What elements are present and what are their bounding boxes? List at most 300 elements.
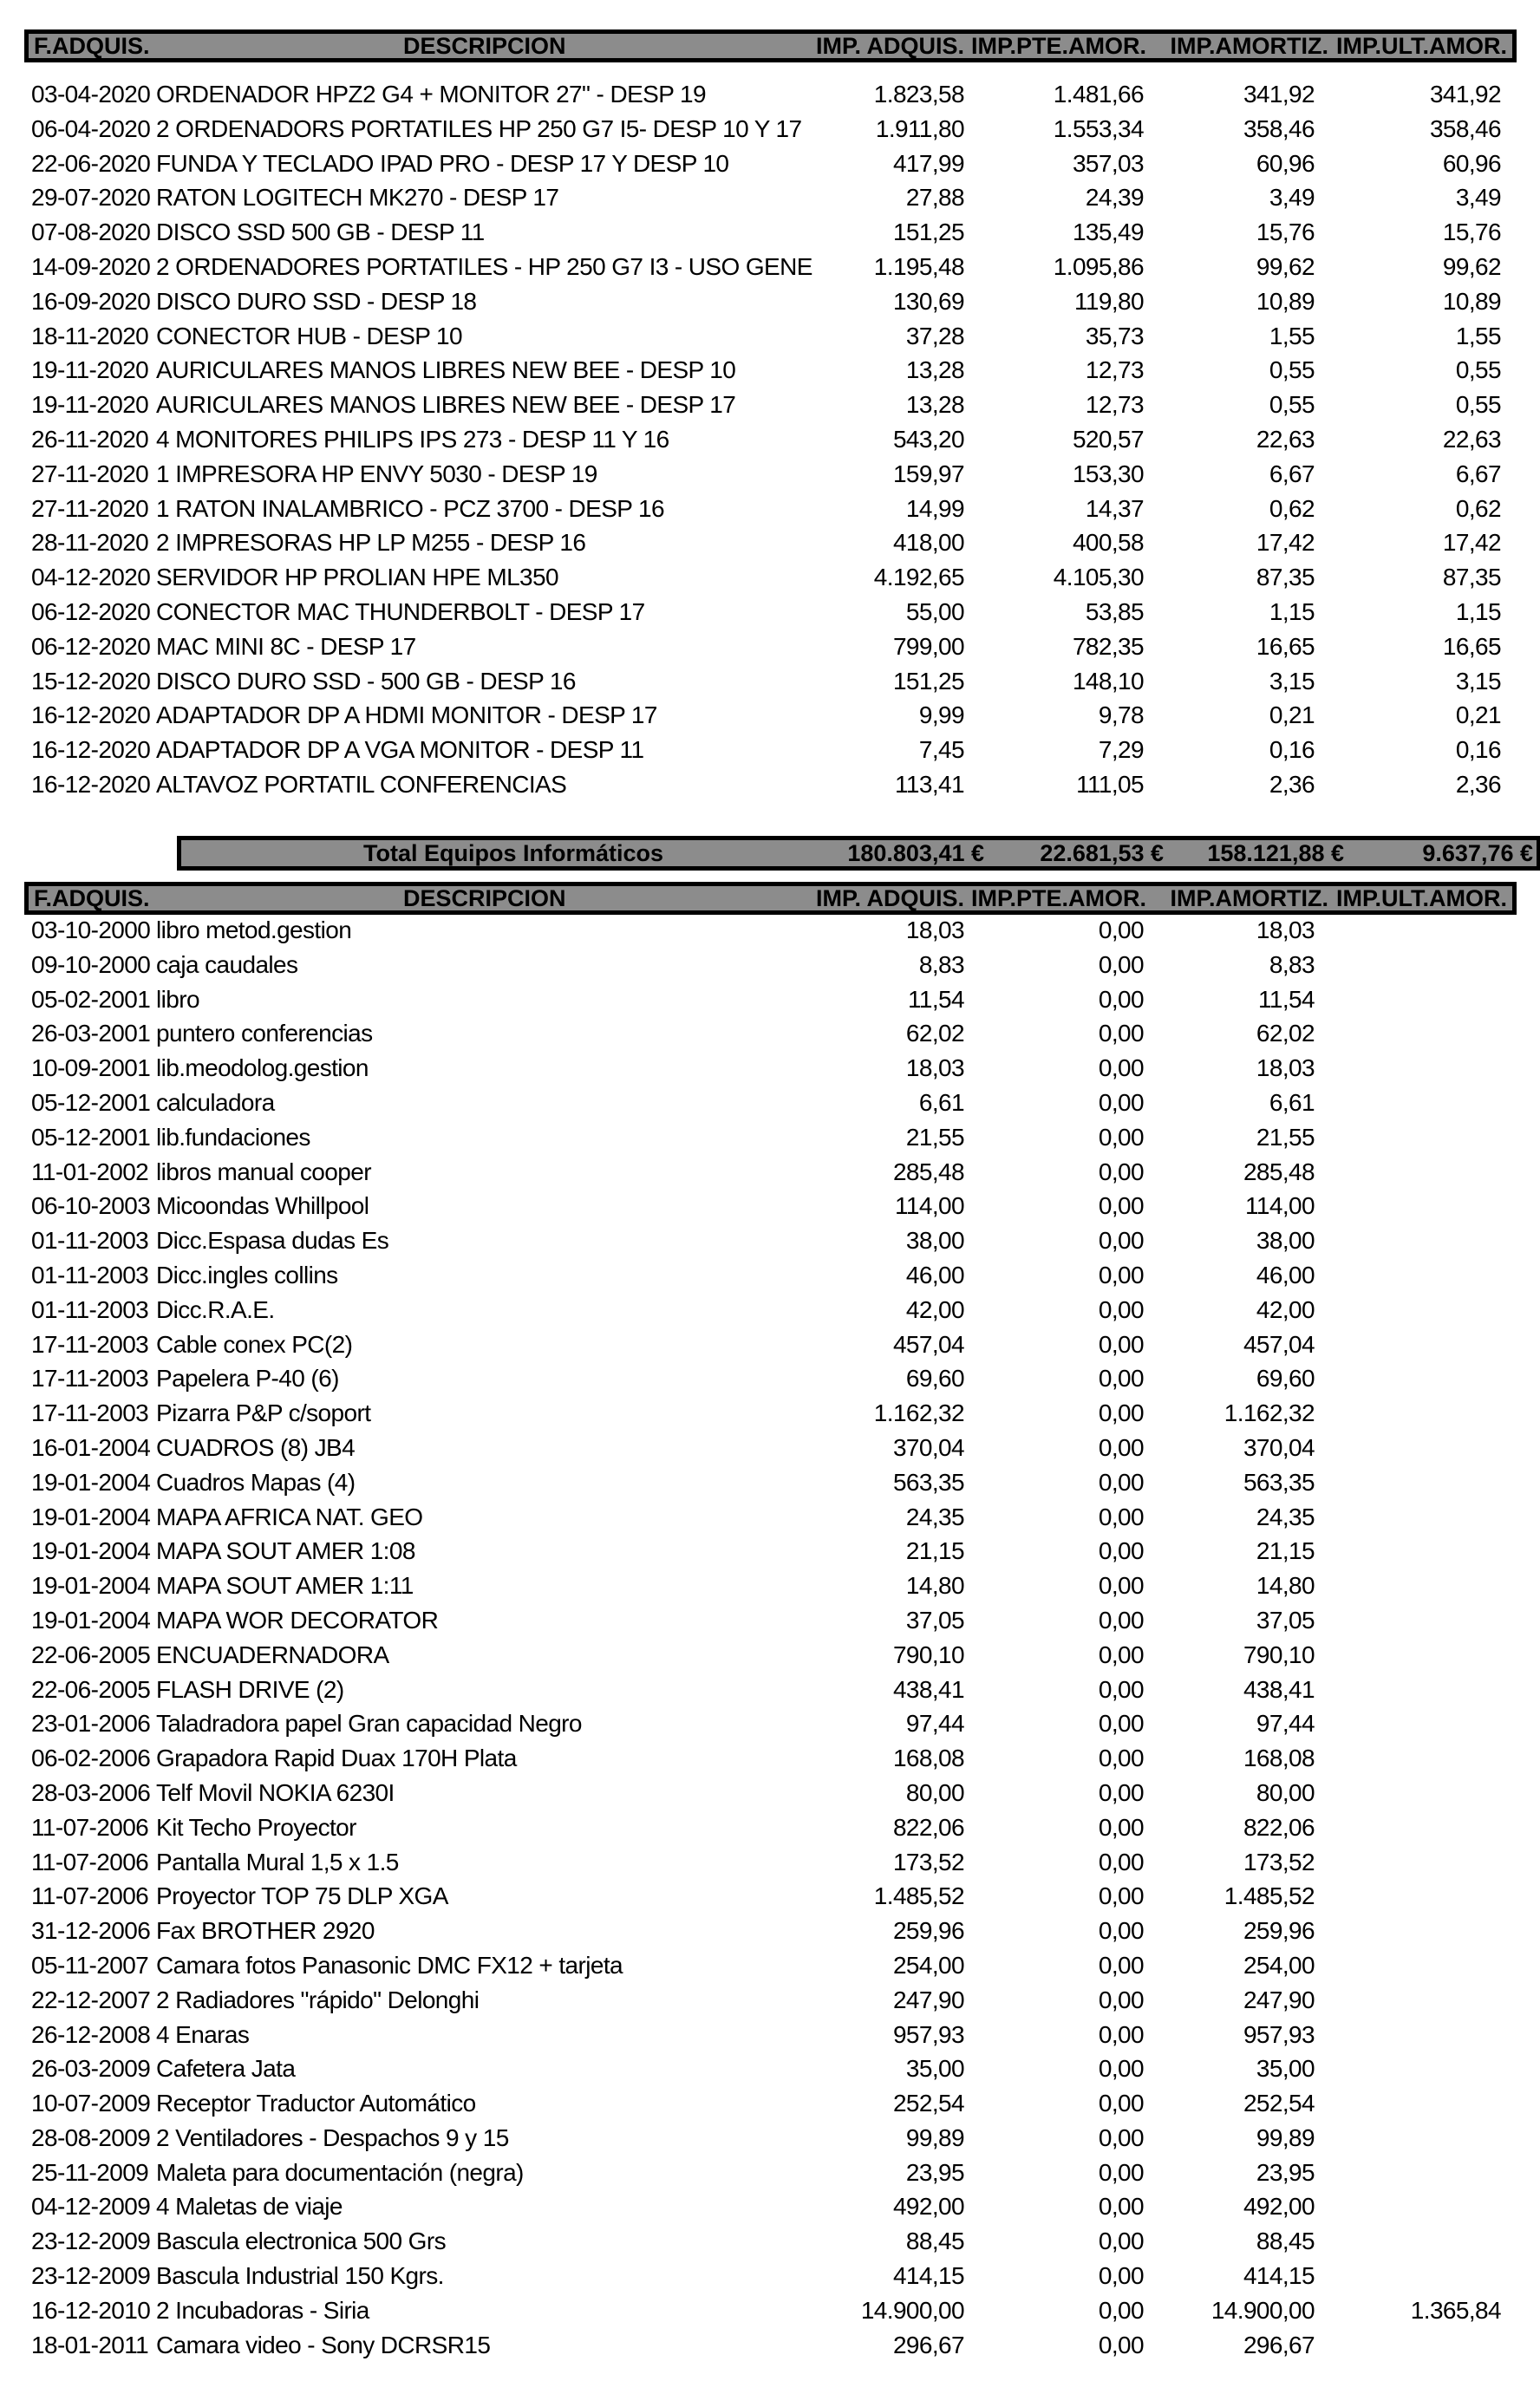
table-row (24, 1706, 1517, 1741)
table-row (24, 1431, 1517, 1465)
cell-imp-amortiz: 0,21 (1269, 701, 1315, 729)
cell-imp-pte-amor: 111,05 (1076, 770, 1144, 798)
table-row (24, 1603, 1517, 1638)
cell-imp-pte-amor: 153,30 (1072, 460, 1144, 487)
cell-imp-amortiz: 296,67 (1243, 2331, 1315, 2358)
table-row (24, 1258, 1517, 1293)
cell-imp-pte-amor: 0,00 (1098, 2090, 1144, 2117)
cell-imp-adquis: 159,97 (892, 460, 964, 487)
cell-imp-adquis: 370,04 (892, 1433, 964, 1461)
cell-description: caja caudales (156, 950, 298, 978)
table-row (24, 913, 1517, 948)
cell-imp-ult-amor: 10,89 (1442, 287, 1501, 315)
cell-imp-pte-amor: 0,00 (1098, 2123, 1144, 2151)
table-row (24, 1223, 1517, 1258)
table-row (24, 1879, 1517, 1914)
cell-date: 15-12-2020 (31, 667, 151, 695)
cell-imp-adquis: 957,93 (892, 2020, 964, 2048)
cell-description: DISCO DURO SSD - DESP 18 (156, 287, 477, 315)
table-row (24, 1534, 1517, 1569)
cell-description: Taladradora papel Gran capacidad Negro (156, 1710, 582, 1738)
cell-description: lib.meodolog.gestion (156, 1054, 369, 1082)
table-row (24, 1500, 1517, 1535)
cell-date: 04-12-2009 (31, 2193, 151, 2221)
cell-date: 25-11-2009 (31, 2158, 149, 2186)
cell-date: 23-12-2009 (31, 2228, 151, 2255)
cell-imp-adquis: 23,95 (905, 2158, 964, 2186)
cell-description: FUNDA Y TECLADO IPAD PRO - DESP 17 Y DESP 10 (156, 149, 729, 177)
cell-imp-adquis: 97,44 (905, 1710, 964, 1738)
cell-date: 18-11-2020 (31, 322, 149, 349)
cell-description: SERVIDOR HP PROLIAN HPE ML350 (156, 564, 558, 591)
cell-description: ALTAVOZ PORTATIL CONFERENCIAS (156, 770, 567, 798)
cell-description: 1 RATON INALAMBRICO - PCZ 3700 - DESP 16 (156, 494, 664, 522)
cell-imp-amortiz: 563,35 (1243, 1468, 1315, 1496)
cell-description: libro metod.gestion (156, 916, 352, 943)
cell-date: 22-06-2005 (31, 1641, 151, 1668)
table-row (24, 2018, 1517, 2052)
cell-description: libros manual cooper (156, 1158, 371, 1185)
cell-imp-pte-amor: 0,00 (1098, 916, 1144, 943)
table-row (24, 2189, 1517, 2224)
cell-imp-adquis: 1.823,58 (873, 81, 964, 108)
cell-imp-pte-amor: 0,00 (1098, 1330, 1144, 1358)
cell-imp-ult-amor: 16,65 (1442, 632, 1501, 660)
table-row (24, 1465, 1517, 1500)
cell-imp-amortiz: 11,54 (1258, 985, 1315, 1013)
table-row (24, 1155, 1517, 1190)
cell-description: 2 ORDENADORES PORTATILES - HP 250 G7 I3 - USO GENE (156, 252, 812, 280)
table-row (24, 560, 1517, 595)
table-row (24, 733, 1517, 767)
cell-imp-amortiz: 2,36 (1269, 770, 1315, 798)
cell-imp-amortiz: 259,96 (1243, 1917, 1315, 1945)
cell-description: Proyector TOP 75 DLP XGA (156, 1882, 448, 1910)
header-date: F.ADQUIS. (34, 885, 150, 911)
cell-date: 19-01-2004 (31, 1606, 151, 1634)
cell-imp-adquis: 14,99 (905, 494, 964, 522)
cell-imp-amortiz: 10,89 (1256, 287, 1315, 315)
cell-description: 4 Enaras (156, 2020, 250, 2048)
cell-imp-amortiz: 438,41 (1243, 1675, 1315, 1703)
cell-imp-adquis: 80,00 (905, 1778, 964, 1806)
cell-imp-amortiz: 370,04 (1243, 1433, 1315, 1461)
cell-date: 01-11-2003 (31, 1295, 149, 1323)
cell-imp-amortiz: 1.485,52 (1224, 1882, 1315, 1910)
table-row (24, 698, 1517, 733)
cell-date: 16-01-2004 (31, 1433, 151, 1461)
cell-imp-amortiz: 492,00 (1243, 2193, 1315, 2221)
table-row (24, 2328, 1517, 2363)
cell-imp-pte-amor: 0,00 (1098, 1503, 1144, 1530)
cell-imp-pte-amor: 0,00 (1098, 2193, 1144, 2221)
cell-description: MAPA AFRICA NAT. GEO (156, 1503, 423, 1530)
cell-imp-pte-amor: 0,00 (1098, 1641, 1144, 1668)
cell-imp-ult-amor: 341,92 (1429, 81, 1501, 108)
cell-description: Cuadros Mapas (4) (156, 1468, 356, 1496)
total-label: Total Equipos Informáticos (363, 840, 664, 866)
cell-imp-amortiz: 62,02 (1256, 1020, 1315, 1047)
cell-imp-pte-amor: 0,00 (1098, 1813, 1144, 1841)
cell-date: 01-11-2003 (31, 1261, 149, 1288)
cell-date: 28-11-2020 (31, 529, 149, 557)
cell-description: Telf Movil NOKIA 6230I (156, 1778, 395, 1806)
cell-date: 01-11-2003 (31, 1227, 149, 1255)
cell-imp-adquis: 1.485,52 (873, 1882, 964, 1910)
cell-imp-amortiz: 69,60 (1256, 1365, 1315, 1393)
cell-imp-pte-amor: 0,00 (1098, 2158, 1144, 2186)
cell-imp-pte-amor: 0,00 (1098, 1123, 1144, 1151)
cell-description: 2 Incubadoras - Siria (156, 2296, 369, 2324)
cell-date: 16-09-2020 (31, 287, 151, 315)
cell-date: 05-02-2001 (31, 985, 151, 1013)
cell-date: 06-04-2020 (31, 114, 151, 142)
cell-date: 19-01-2004 (31, 1468, 151, 1496)
cell-description: 2 IMPRESORAS HP LP M255 - DESP 16 (156, 529, 586, 557)
cell-imp-amortiz: 822,06 (1243, 1813, 1315, 1841)
table-header (24, 29, 1517, 62)
cell-description: Fax BROTHER 2920 (156, 1917, 375, 1945)
cell-description: CONECTOR MAC THUNDERBOLT - DESP 17 (156, 597, 645, 625)
cell-date: 16-12-2020 (31, 701, 151, 729)
cell-imp-adquis: 543,20 (892, 425, 964, 453)
cell-date: 22-12-2007 (31, 1986, 151, 2013)
cell-imp-pte-amor: 12,73 (1085, 356, 1144, 384)
cell-date: 23-12-2009 (31, 2262, 151, 2290)
cell-description: Dicc.R.A.E. (156, 1295, 275, 1323)
table-row (24, 1327, 1517, 1362)
cell-imp-adquis: 9,99 (918, 701, 964, 729)
table-row (24, 629, 1517, 664)
cell-date: 10-09-2001 (31, 1054, 151, 1082)
cell-imp-ult-amor: 0,55 (1455, 356, 1501, 384)
cell-imp-amortiz: 88,45 (1256, 2228, 1315, 2255)
cell-date: 17-11-2003 (31, 1365, 149, 1393)
table-otro-inmovilizado (24, 882, 1517, 2358)
cell-description: MAPA SOUT AMER 1:11 (156, 1572, 414, 1600)
cell-imp-pte-amor: 35,73 (1085, 322, 1144, 349)
cell-imp-pte-amor: 0,00 (1098, 950, 1144, 978)
cell-description: DISCO DURO SSD - 500 GB - DESP 16 (156, 667, 576, 695)
table-row (24, 1673, 1517, 1707)
cell-description: Dicc.Espasa dudas Es (156, 1227, 389, 1255)
cell-imp-amortiz: 1.162,32 (1224, 1399, 1315, 1427)
cell-date: 05-12-2001 (31, 1123, 151, 1151)
cell-imp-pte-amor: 0,00 (1098, 1054, 1144, 1082)
cell-date: 03-10-2000 (31, 916, 151, 943)
table-row (24, 1914, 1517, 1948)
cell-imp-amortiz: 21,15 (1256, 1537, 1315, 1565)
cell-date: 10-07-2009 (31, 2090, 151, 2117)
cell-imp-adquis: 414,15 (892, 2262, 964, 2290)
table-body (24, 913, 1517, 2362)
table-row (24, 2051, 1517, 2086)
cell-imp-pte-amor: 1.553,34 (1053, 114, 1144, 142)
cell-imp-amortiz: 254,00 (1243, 1951, 1315, 1979)
table-row (24, 664, 1517, 699)
cell-date: 11-07-2006 (31, 1813, 149, 1841)
table-row (24, 1189, 1517, 1223)
header-description: DESCRIPCION (403, 885, 566, 911)
total-row (177, 836, 1540, 871)
cell-date: 22-06-2020 (31, 149, 151, 177)
cell-imp-ult-amor: 3,15 (1455, 667, 1501, 695)
cell-description: Micoondas Whillpool (156, 1192, 369, 1220)
cell-imp-ult-amor: 0,16 (1455, 736, 1501, 764)
table-row (24, 1293, 1517, 1327)
cell-imp-adquis: 8,83 (918, 950, 964, 978)
cell-description: libro (156, 985, 199, 1013)
cell-description: Cable conex PC(2) (156, 1330, 353, 1358)
cell-imp-pte-amor: 7,29 (1098, 736, 1144, 764)
cell-imp-ult-amor: 2,36 (1455, 770, 1501, 798)
cell-imp-adquis: 42,00 (905, 1295, 964, 1323)
cell-imp-adquis: 35,00 (905, 2055, 964, 2083)
cell-imp-adquis: 790,10 (892, 1641, 964, 1668)
cell-imp-pte-amor: 0,00 (1098, 1917, 1144, 1945)
cell-description: CUADROS (8) JB4 (156, 1433, 356, 1461)
cell-date: 16-12-2020 (31, 770, 151, 798)
table-row (24, 1948, 1517, 1983)
cell-description: 1 IMPRESORA HP ENVY 5030 - DESP 19 (156, 460, 597, 487)
cell-imp-pte-amor: 520,57 (1072, 425, 1144, 453)
cell-description: Bascula electronica 500 Grs (156, 2228, 446, 2255)
cell-imp-amortiz: 0,55 (1269, 391, 1315, 419)
cell-imp-pte-amor: 0,00 (1098, 1158, 1144, 1185)
cell-imp-pte-amor: 0,00 (1098, 985, 1144, 1013)
cell-description: Pizarra P&P c/soport (156, 1399, 371, 1427)
cell-description: CONECTOR HUB - DESP 10 (156, 322, 462, 349)
cell-imp-amortiz: 99,89 (1256, 2123, 1315, 2151)
cell-imp-ult-amor: 99,62 (1442, 252, 1501, 280)
cell-description: ORDENADOR HPZ2 G4 + MONITOR 27" - DESP 19 (156, 81, 706, 108)
cell-imp-adquis: 11,54 (908, 985, 964, 1013)
cell-imp-amortiz: 15,76 (1256, 219, 1315, 246)
cell-imp-pte-amor: 0,00 (1098, 2020, 1144, 2048)
cell-imp-adquis: 492,00 (892, 2193, 964, 2221)
table-row (24, 1569, 1517, 1603)
cell-date: 26-03-2001 (31, 1020, 151, 1047)
cell-imp-adquis: 259,96 (892, 1917, 964, 1945)
cell-imp-adquis: 13,28 (905, 356, 964, 384)
cell-imp-amortiz: 16,65 (1256, 632, 1315, 660)
cell-imp-amortiz: 414,15 (1243, 2262, 1315, 2290)
cell-imp-adquis: 69,60 (905, 1365, 964, 1393)
cell-date: 05-11-2007 (31, 1951, 149, 1979)
cell-date: 05-12-2001 (31, 1088, 151, 1116)
table-row (24, 180, 1517, 215)
cell-date: 06-02-2006 (31, 1745, 151, 1772)
header-imp-ult-amor: IMP.ULT.AMOR. (1335, 33, 1507, 59)
cell-date: 26-12-2008 (31, 2020, 151, 2048)
cell-date: 06-10-2003 (31, 1192, 151, 1220)
cell-imp-pte-amor: 148,10 (1072, 667, 1144, 695)
cell-imp-pte-amor: 0,00 (1098, 1088, 1144, 1116)
cell-imp-ult-amor: 358,46 (1429, 114, 1501, 142)
cell-imp-ult-amor: 17,42 (1442, 529, 1501, 557)
table-row (24, 1845, 1517, 1880)
cell-date: 29-07-2020 (31, 184, 151, 212)
table-row (24, 948, 1517, 982)
cell-description: DISCO SSD 500 GB - DESP 11 (156, 219, 485, 246)
table-row (24, 457, 1517, 492)
cell-imp-adquis: 62,02 (905, 1020, 964, 1047)
table-equipos-informaticos (24, 29, 1533, 866)
cell-imp-adquis: 14.900,00 (860, 2296, 964, 2324)
table-row (24, 2293, 1517, 2328)
cell-imp-adquis: 252,54 (892, 2090, 964, 2117)
cell-imp-pte-amor: 53,85 (1085, 597, 1144, 625)
cell-imp-adquis: 46,00 (905, 1261, 964, 1288)
header-description: DESCRIPCION (403, 33, 566, 59)
cell-imp-pte-amor: 9,78 (1098, 701, 1144, 729)
cell-imp-ult-amor: 1.365,84 (1410, 2296, 1501, 2324)
table-row (24, 388, 1517, 422)
cell-description: puntero conferencias (156, 1020, 373, 1047)
cell-imp-pte-amor: 14,37 (1085, 494, 1144, 522)
cell-imp-pte-amor: 24,39 (1085, 184, 1144, 212)
cell-imp-pte-amor: 0,00 (1098, 2262, 1144, 2290)
cell-imp-adquis: 4.192,65 (873, 564, 964, 591)
cell-description: Pantalla Mural 1,5 x 1.5 (156, 1848, 399, 1875)
cell-description: ADAPTADOR DP A HDMI MONITOR - DESP 17 (156, 701, 657, 729)
cell-imp-pte-amor: 0,00 (1098, 1227, 1144, 1255)
header-imp-ult-amor: IMP.ULT.AMOR. (1335, 885, 1507, 911)
cell-date: 14-09-2020 (31, 252, 151, 280)
table-row (24, 1086, 1517, 1120)
cell-date: 19-11-2020 (31, 391, 149, 419)
table-row (24, 1361, 1517, 1396)
cell-date: 22-06-2005 (31, 1675, 151, 1703)
cell-imp-adquis: 799,00 (892, 632, 964, 660)
cell-imp-amortiz: 60,96 (1256, 149, 1315, 177)
cell-date: 23-01-2006 (31, 1710, 151, 1738)
table-row (24, 284, 1517, 319)
cell-imp-amortiz: 22,63 (1256, 425, 1315, 453)
cell-description: Bascula Industrial 150 Kgrs. (156, 2262, 444, 2290)
header-imp-pte-amor: IMP.PTE.AMOR. (970, 33, 1146, 59)
cell-description: ENCUADERNADORA (156, 1641, 389, 1668)
cell-imp-adquis: 27,88 (905, 184, 964, 212)
cell-imp-amortiz: 3,49 (1269, 184, 1315, 212)
table-body (24, 77, 1517, 802)
cell-imp-amortiz: 114,00 (1245, 1192, 1315, 1220)
cell-imp-pte-amor: 0,00 (1098, 1606, 1144, 1634)
cell-imp-pte-amor: 0,00 (1098, 1399, 1144, 1427)
cell-imp-amortiz: 6,67 (1269, 460, 1315, 487)
cell-description: MAC MINI 8C - DESP 17 (156, 632, 416, 660)
total-imp-ult-amor: 9.637,76 € (1422, 840, 1533, 866)
cell-date: 09-10-2000 (31, 950, 151, 978)
cell-imp-amortiz: 14,80 (1256, 1572, 1315, 1600)
cell-description: AURICULARES MANOS LIBRES NEW BEE - DESP 10 (156, 356, 736, 384)
cell-imp-adquis: 38,00 (905, 1227, 964, 1255)
cell-imp-adquis: 247,90 (892, 1986, 964, 2013)
cell-date: 26-11-2020 (31, 425, 149, 453)
cell-imp-amortiz: 3,15 (1269, 667, 1315, 695)
cell-imp-ult-amor: 60,96 (1442, 149, 1501, 177)
cell-imp-ult-amor: 15,76 (1442, 219, 1501, 246)
cell-imp-adquis: 173,52 (892, 1848, 964, 1875)
cell-date: 16-12-2020 (31, 736, 151, 764)
cell-description: Camara fotos Panasonic DMC FX12 + tarjeta (156, 1951, 623, 1979)
cell-imp-adquis: 13,28 (905, 391, 964, 419)
cell-imp-amortiz: 1,15 (1269, 597, 1315, 625)
cell-imp-amortiz: 0,16 (1269, 736, 1315, 764)
cell-imp-adquis: 7,45 (918, 736, 964, 764)
cell-imp-amortiz: 46,00 (1256, 1261, 1315, 1288)
cell-date: 19-11-2020 (31, 356, 149, 384)
cell-date: 16-12-2010 (31, 2296, 151, 2324)
cell-imp-adquis: 37,28 (905, 322, 964, 349)
cell-date: 18-01-2011 (31, 2331, 149, 2358)
header-date: F.ADQUIS. (34, 33, 150, 59)
table-row (24, 595, 1517, 629)
cell-description: MAPA SOUT AMER 1:08 (156, 1537, 415, 1565)
cell-date: 03-04-2020 (31, 81, 151, 108)
table-row (24, 1051, 1517, 1086)
cell-imp-pte-amor: 0,00 (1098, 2055, 1144, 2083)
cell-imp-adquis: 37,05 (905, 1606, 964, 1634)
cell-imp-amortiz: 457,04 (1243, 1330, 1315, 1358)
cell-description: 2 Radiadores "rápido" Delonghi (156, 1986, 480, 2013)
cell-imp-adquis: 1.162,32 (873, 1399, 964, 1427)
cell-imp-pte-amor: 4.105,30 (1053, 564, 1144, 591)
cell-imp-pte-amor: 0,00 (1098, 1986, 1144, 2013)
table-row (24, 982, 1517, 1017)
header-imp-adquis: IMP. ADQUIS. (815, 885, 964, 911)
cell-imp-pte-amor: 0,00 (1098, 1951, 1144, 1979)
cell-description: 2 ORDENADORS PORTATILES HP 250 G7 I5- DESP 10 Y 17 (156, 114, 802, 142)
cell-description: Papelera P-40 (6) (156, 1365, 339, 1393)
cell-description: 4 MONITORES PHILIPS IPS 273 - DESP 11 Y 16 (156, 425, 669, 453)
cell-imp-pte-amor: 0,00 (1098, 1745, 1144, 1772)
cell-date: 28-03-2006 (31, 1778, 151, 1806)
table-row (24, 250, 1517, 284)
cell-imp-amortiz: 252,54 (1243, 2090, 1315, 2117)
cell-imp-adquis: 14,80 (905, 1572, 964, 1600)
cell-imp-adquis: 438,41 (892, 1675, 964, 1703)
table-row (24, 112, 1517, 147)
header-imp-adquis: IMP. ADQUIS. (815, 33, 964, 59)
cell-imp-ult-amor: 3,49 (1455, 184, 1501, 212)
table-row (24, 1120, 1517, 1155)
table-header (24, 882, 1517, 915)
cell-imp-pte-amor: 119,80 (1074, 287, 1144, 315)
cell-imp-amortiz: 6,61 (1269, 1088, 1315, 1116)
cell-imp-adquis: 21,15 (905, 1537, 964, 1565)
cell-date: 31-12-2006 (31, 1917, 151, 1945)
cell-imp-amortiz: 8,83 (1269, 950, 1315, 978)
table-row (24, 1776, 1517, 1810)
cell-imp-ult-amor: 22,63 (1442, 425, 1501, 453)
cell-description: 4 Maletas de viaje (156, 2193, 343, 2221)
cell-description: Grapadora Rapid Duax 170H Plata (156, 1745, 517, 1772)
table-row (24, 2086, 1517, 2121)
cell-imp-adquis: 21,55 (905, 1123, 964, 1151)
cell-description: Receptor Traductor Automático (156, 2090, 476, 2117)
cell-imp-amortiz: 37,05 (1256, 1606, 1315, 1634)
cell-imp-pte-amor: 12,73 (1085, 391, 1144, 419)
cell-imp-adquis: 113,41 (895, 770, 964, 798)
cell-imp-adquis: 417,99 (892, 149, 964, 177)
cell-imp-amortiz: 18,03 (1256, 916, 1315, 943)
cell-imp-pte-amor: 0,00 (1098, 1295, 1144, 1323)
cell-imp-pte-amor: 0,00 (1098, 1365, 1144, 1393)
cell-imp-adquis: 88,45 (905, 2228, 964, 2255)
cell-imp-amortiz: 38,00 (1256, 1227, 1315, 1255)
cell-date: 06-12-2020 (31, 632, 151, 660)
